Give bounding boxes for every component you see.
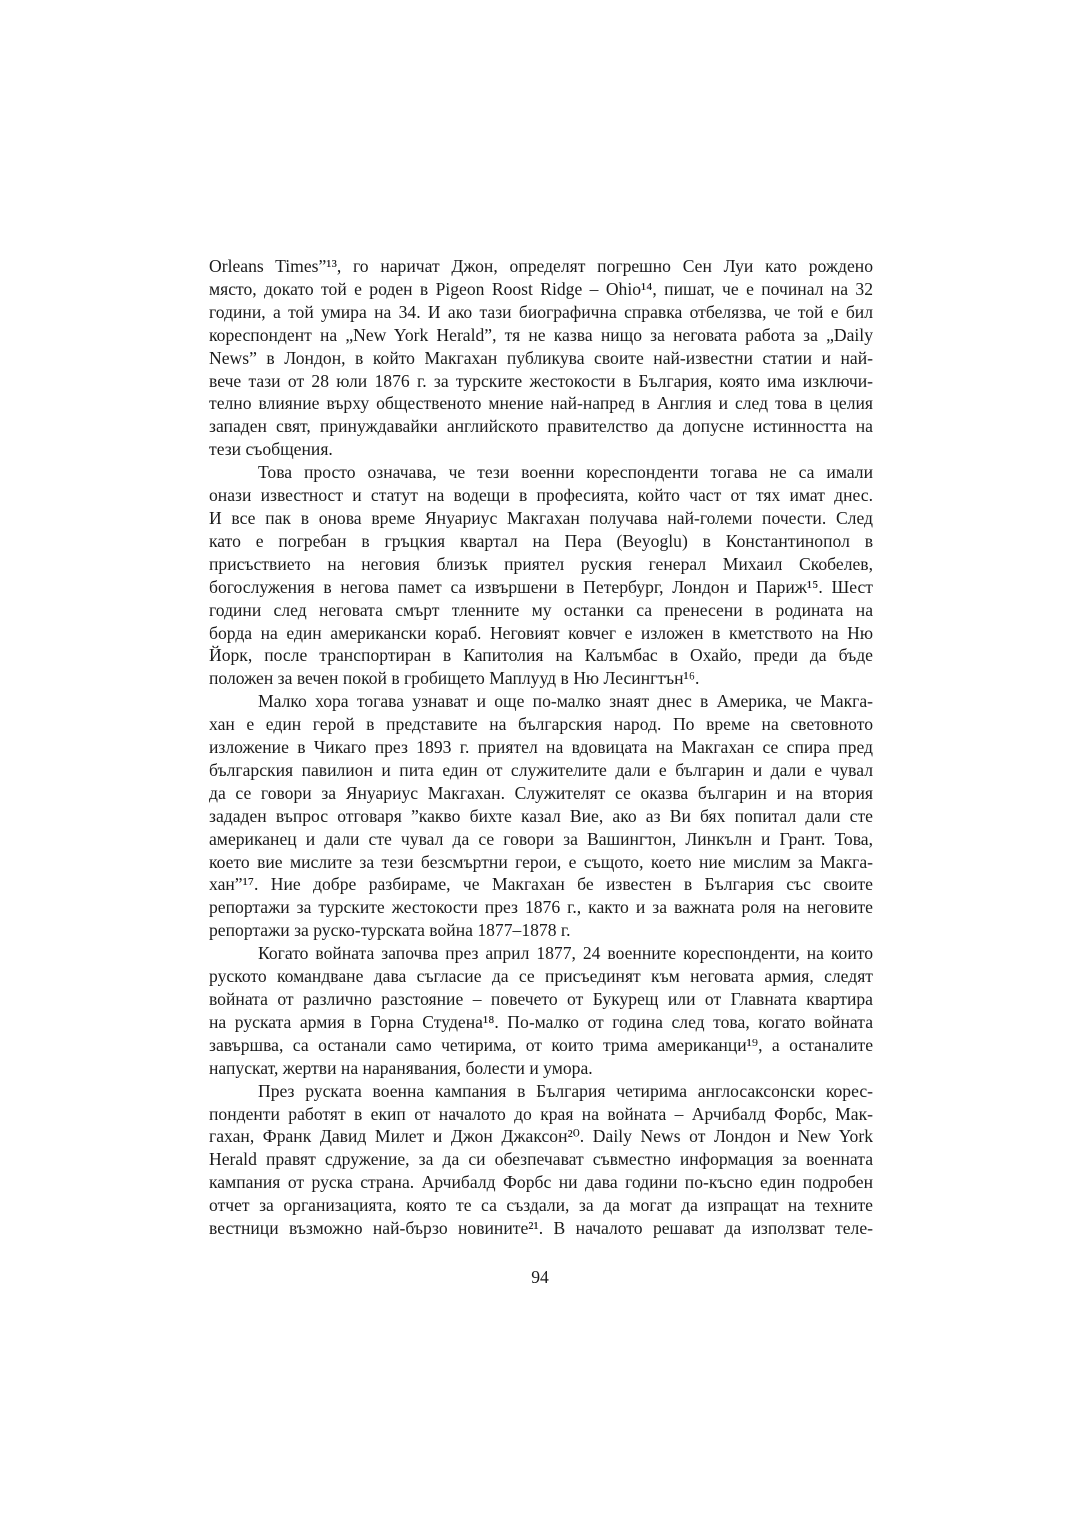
text-line: място, докато той е роден в Pigeon Roost Ridge – Ohio¹⁴, пишат, че е починал на 32 (209, 278, 873, 299)
text-line: Herald правят сдружение, за да си обезпечават съвместно информация за военната (209, 1149, 873, 1170)
text-line: тези съобщения. (209, 439, 333, 460)
text-line: Orleans Times”¹³, го наричат Джон, определят погрешно Сен Луи като рождено (209, 256, 873, 276)
text-line: като е погребан в гръцкия квартал на Пера (Beyoglu) в Константинопол в (209, 530, 873, 551)
text-line: да се говори за Януариус Макгахан. Служителят се оказва българин и на втория (209, 782, 873, 803)
text-line: Когато войната започва през април 1877, 24 военните кореспонденти, на които (258, 943, 873, 964)
text-line: войната от различно разстояние – повечето от Букурещ или от Главната квартира (209, 989, 873, 1009)
text-line: на руската армия в Горна Студена¹⁸. По-малко от година след това, когато войната (209, 1011, 873, 1032)
paragraph-1 (209, 255, 873, 461)
text-line: кампания от руска страна. Арчибалд Форбс ни дава години по-късно един подробен (209, 1172, 873, 1193)
text-line: хан е един герой в представите на българския народ. По време на световното (209, 714, 873, 735)
text-line: Това просто означава, че тези военни кореспонденти тогава не са имали (258, 462, 873, 483)
text-line: телно влияние върху общественото мнение най-напред в Англия и след това в целия (209, 393, 873, 414)
text-line: вестници възможно най-бързо новините²¹. В началото решават да използват теле- (209, 1218, 873, 1239)
text-line: хан”¹⁷. Ние добре разбираме, че Макгахан бе известен в България със своите (209, 874, 873, 895)
text-line: репортажи за руско-турската война 1877–1878 г. (209, 920, 571, 941)
page-number: 94 (531, 1267, 549, 1287)
text-line: зададен въпрос отговаря ”какво бихте казал Вие, ако аз Ви бях попитал дали сте (209, 805, 873, 826)
paragraph-2 (209, 461, 873, 690)
text-line: онази известност и статут на водещи в професията, който част от тях имат днес. (209, 485, 873, 506)
text-line: руското командване дава съгласие да се присъединят към неговата армия, следят (209, 966, 873, 987)
text-line: което вие мислите за тези безсмъртни герои, е същото, което ние мислим за Макга- (209, 851, 873, 872)
text-line: положен за вечен покой в гробището Маплууд в Ню Лесингтън¹⁶. (209, 668, 700, 689)
paragraph-5 (209, 1080, 873, 1240)
text-line: българския павилион и пита един от служителите дали е българин и дали е чувал (209, 759, 873, 780)
text-line: напускат, жертви на наранявания, болести и умора. (209, 1057, 593, 1078)
text-line: изложение в Чикаго през 1893 г. приятел на вдовицата на Макгахан се спира пред (209, 737, 873, 758)
text-line: богослужения в негова памет са извършени в Петербург, Лондон и Париж¹⁵. Шест (209, 576, 873, 597)
paragraph-3 (209, 690, 873, 942)
text-line: репортажи за турските жестокости през 1876 г., както и за важната роля на неговите (209, 897, 873, 918)
paragraph-4 (209, 942, 873, 1079)
text-line: Йорк, после транспортиран в Капитолия на Калъмбас в Охайо, преди да бъде (209, 645, 873, 666)
text-line: понденти работят в екип от началото до края на войната – Арчибалд Форбс, Мак- (209, 1103, 873, 1124)
text-line: отчет за организацията, която те са създали, за да могат да изпращат на техните (209, 1195, 873, 1216)
text-line: години след неговата смърт тленните му останки са пренесени в родината на (209, 599, 873, 620)
text-line: присъствието на неговия близък приятел руския генерал Михаил Скобелев, (209, 553, 873, 574)
text-line: кореспондент на „New York Herald”, тя не казва нищо за неговата работа за „Daily (209, 324, 873, 345)
text-line: News” в Лондон, в който Макгахан публикува своите най-известни статии и най- (209, 347, 873, 368)
text-line: Малко хора тогава узнават и още по-малко знаят днес в Америка, че Макга- (258, 691, 873, 712)
text-line: вече тази от 28 юли 1876 г. за турските жестокости в България, която има изключи- (209, 370, 873, 391)
page-body (209, 255, 873, 1240)
text-line: гахан, Франк Давид Милет и Джон Джаксон²⁰. Daily News от Лондон и New York (209, 1126, 873, 1147)
text-line: американец и дали сте чувал да се говори за Вашингтон, Линкълн и Грант. Това, (209, 828, 873, 849)
text-line: борда на един американски кораб. Неговият ковчег е изложен в кметството на Ню (209, 622, 873, 643)
text-line: завършва, са останали само четирима, от които трима американци¹⁹, а останалите (209, 1034, 873, 1055)
text-line: години, а той умира на 34. И ако тази биографична справка отбелязва, че той е бил (209, 301, 873, 322)
text-line: През руската военна кампания в България четирима англосаксонски корес- (258, 1080, 873, 1101)
text-line: И все пак в онова време Януариус Макгахан получава най-големи почести. След (209, 507, 873, 528)
text-line: западен свят, принуждавайки английското правителство да допусне истинността на (209, 416, 873, 437)
